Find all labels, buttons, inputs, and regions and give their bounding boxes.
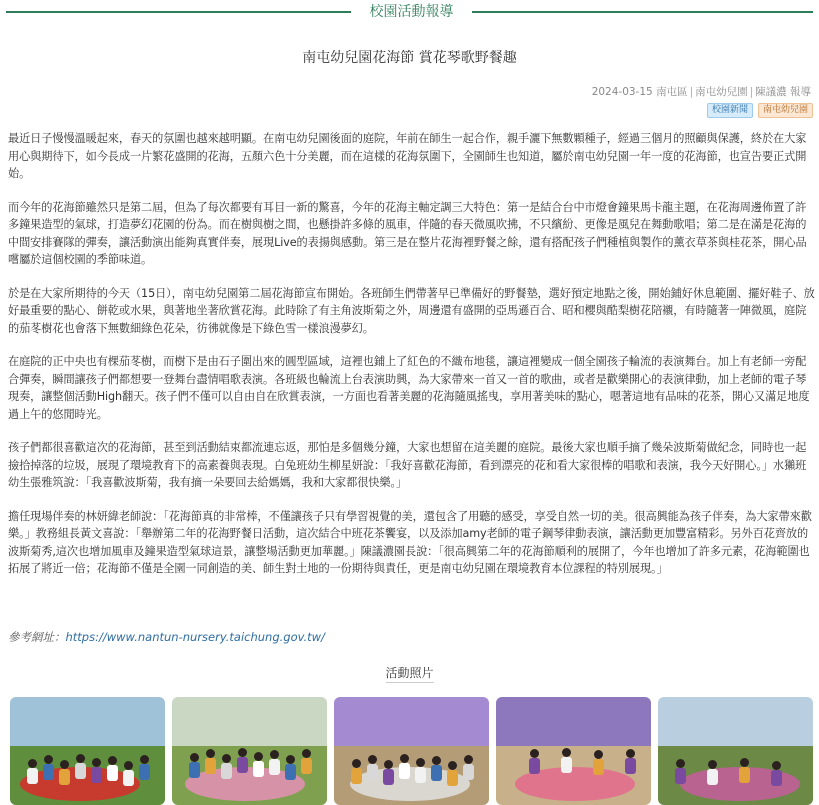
photo-child-head (530, 749, 539, 758)
photo-child-body (593, 759, 604, 775)
photo-child-body (123, 770, 134, 786)
photo-child-body (771, 770, 782, 786)
photo-child-body (415, 767, 426, 783)
photo-child-body (27, 768, 38, 784)
photo-sky (334, 697, 489, 746)
photo-child-body (351, 768, 362, 784)
photo-sky (658, 697, 813, 746)
photo-child-head (416, 758, 425, 767)
photo-child-head (708, 760, 717, 769)
photo-child-head (286, 755, 295, 764)
photo-child-head (124, 761, 133, 770)
meta-school[interactable]: 南屯幼兒園 (695, 86, 748, 98)
photo-child-head (76, 754, 85, 763)
photo-child-body (91, 767, 102, 783)
photo-child-body (43, 764, 54, 780)
reference-label: 參考網址： (8, 630, 66, 644)
photo-child-head (60, 760, 69, 769)
photo-child-body (367, 764, 378, 780)
photo-3[interactable] (334, 697, 489, 805)
photo-child-body (59, 769, 70, 785)
photo-sky (10, 697, 165, 746)
section-header-line-right (472, 11, 813, 13)
photo-1[interactable] (10, 697, 165, 805)
meta-district: 南屯區 (656, 86, 688, 98)
photo-child-head (772, 761, 781, 770)
article-body (8, 130, 816, 594)
reference (8, 629, 325, 645)
photo-child-body (561, 757, 572, 773)
photo-child-head (384, 760, 393, 769)
photo-child-body (529, 758, 540, 774)
article-paragraph: 而今年的花海節雖然只是第二屆，但為了每次都要有耳目一新的驚喜，今年的花海主軸定調三大特色：第一是結合台中市燈會鐘果馬卡龍主題，在花海周邊佈置了許多鐘果造型的氣球，打造夢幻花園的份為。而在樹與樹之間，也懸掛許多條的風車，伴隨的春天微風吹拂，不只繽紛、更像是風兒在舞動歌唱；第二是在滿是花海的中間安排賽隊的彈奏，讓活動演出能夠真實伴奏，展現Live的表揚與感動。第三是在整片花海裡野餐之餘，還有搭配孩子們種植與製作的薰衣草茶與桂花茶，開心品嚐屬於這個校園的季節味道。 (8, 200, 807, 266)
tag-list (707, 103, 813, 118)
photo-child-head (206, 749, 215, 758)
photo-child-head (594, 750, 603, 759)
photo-child-head (352, 759, 361, 768)
photo-child-head (302, 749, 311, 758)
section-header (0, 0, 819, 24)
article-paragraph: 孩子們都很喜歡這次的花海節，甚至到活動結束都流連忘返，那怕是多個幾分鐘，大家也想留在這美麗的庭院。最後大家也順手摘了幾朵波斯菊做紀念，同時也一起撿拾掉落的垃圾，展現了環境教育下的高素養與表現。白兔班幼生柳星妍說：「我好喜歡花海節，看到漂亮的花和看大家很棒的唱歌和表演，我今天好開心。」水獺班幼生張雅筑說：「我喜歡波斯菊，我有摘一朵要回去給媽媽，我和大家都很快樂。」 (8, 441, 807, 489)
photo-child-body (707, 769, 718, 785)
article-paragraph: 最近日子慢慢溫暖起來，春天的氛圍也越來越明顯。在南屯幼兒園後面的庭院，年前在師生一起合作，親手灑下無數顆種子，經過三個月的照顧與保護，終於在大家用心與期待下，如今長成一片繁花盛開的花海，五顏六色十分美麗，而在這樣的花海氛圍下，全園師生也知道，屬於南屯幼兒園一年一度的花海節，也宣告要正式開始。 (8, 132, 807, 180)
photo-gallery (10, 697, 813, 805)
article-paragraph: 於是在大家所期待的今天（15日），南屯幼兒園第二屆花海節宣布開始。各班師生們帶著早已準備好的野餐墊，選好預定地點之後，開始鋪好休息範圍、擺好鞋子、放好最重要的點心、餅乾或水果，與著地坐著欣賞花海。此時除了有主角波斯菊之外，周邊還有盛開的亞馬遜百合、昭和櫻與酷梨樹花陪襯，有時隨著一陣微風，庭院的茄苳樹花也會落下無數細綠色花朵，彷彿就像是下綠色雪一樣浪漫夢幻。 (8, 286, 815, 335)
photo-child-body (75, 763, 86, 779)
meta-date: 2024-03-15 (591, 86, 653, 98)
article-title: 南屯幼兒園花海節 賞花琴歌野餐趣 (302, 50, 517, 66)
photo-child-head (44, 755, 53, 764)
photo-child-head (562, 748, 571, 757)
photo-child-body (301, 758, 312, 774)
photos-heading-text: 活動照片 (385, 666, 434, 680)
photo-child-body (269, 759, 280, 775)
tag-campus-news[interactable]: 校園新聞 (707, 103, 753, 118)
photo-child-body (253, 761, 264, 777)
photo-child-body (463, 764, 474, 780)
photo-child-head (28, 759, 37, 768)
article-meta (592, 84, 811, 99)
photo-child-body (675, 768, 686, 784)
photo-sky (172, 697, 327, 746)
meta-separator: | (689, 86, 694, 98)
photo-child-head (190, 753, 199, 762)
section-header-line-left (6, 11, 351, 13)
photo-child-head (448, 761, 457, 770)
photo-child-head (400, 754, 409, 763)
photo-child-head (270, 750, 279, 759)
photo-child-head (626, 749, 635, 758)
photo-child-body (107, 765, 118, 781)
photo-child-body (189, 762, 200, 778)
photo-2[interactable] (172, 697, 327, 805)
photo-child-head (92, 758, 101, 767)
photo-child-head (464, 755, 473, 764)
photo-child-head (222, 754, 231, 763)
photo-child-body (739, 767, 750, 783)
photo-child-head (740, 758, 749, 767)
photo-child-body (431, 765, 442, 781)
photo-child-head (254, 752, 263, 761)
photo-child-body (625, 758, 636, 774)
reference-link[interactable]: https://www.nantun-nursery.taichung.gov.tw/ (65, 630, 325, 644)
meta-reporter: 陳議濃 報導 (755, 86, 811, 98)
photos-heading-underline (386, 682, 434, 683)
photo-child-head (238, 748, 247, 757)
photo-4[interactable] (496, 697, 651, 805)
photo-child-body (221, 763, 232, 779)
photo-child-body (285, 764, 296, 780)
photo-child-head (432, 756, 441, 765)
article-paragraph: 在庭院的正中央也有棵茄苳樹，而樹下是由石子圍出來的圓型區域，這裡也鋪上了紅色的不織布地毯，讓這裡變成一個全園孩子輪流的表演舞台。加上有老師一旁配合彈奏，瞬間讓孩子們都想要一登舞台盡情唱歌表演。各班級也輪流上台表演助興，為大家帶來一首又一首的歌曲，或者是歡樂開心的表演律動，加上老師的電子琴現奏，讓整個活動High翻天。孩子們不僅可以自由自在欣賞表演，一方面也看著美麗的花海隨風搖曳，享用著美味的點心，嗯著這地有品味的花茶，開心又滿足地度過上午的悠閒時光。 (8, 355, 810, 421)
tag-school[interactable]: 南屯幼兒園 (758, 103, 813, 118)
photo-child-body (139, 764, 150, 780)
photo-child-body (399, 763, 410, 779)
photo-sky (496, 697, 651, 746)
photo-child-body (205, 758, 216, 774)
photo-child-head (676, 759, 685, 768)
photo-child-body (383, 769, 394, 785)
photos-heading (0, 664, 819, 681)
section-title: 校園活動報導 (369, 4, 454, 20)
photo-child-head (140, 755, 149, 764)
photo-child-head (108, 756, 117, 765)
photo-child-body (447, 770, 458, 786)
photo-5[interactable] (658, 697, 813, 805)
photo-child-body (237, 757, 248, 773)
article-paragraph: 擔任現場伴奏的林妍緯老師說：「花海節真的非常棒，不僅讓孩子只有學習視覺的美，還包含了用聽的感受，享受自然一切的美。很高興能為孩子伴奏，為大家帶來歡樂。」教務組長黃文喜說：「舉辦第二年的花海野餐日活動，這次結合中班花茶饗宴，以及添加amy老師的電子鋼琴律動表演，讓活動更加豐富精彩。另外百花齊放的波斯菊秀,這次也增加風車及鐘果造型氣球這景，讓整場活動更加華麗。」陳議濃園長說：「很高興第二年的花海節順利的展開了，今年也增加了許多元素，花海範圍也拓展了將近一倍；花海節不僅是全園一同創造的美、師生對土地的一份期待與責任，更是南屯幼兒園在環境教育本位課程的特別展現。」 (8, 509, 812, 575)
meta-separator: | (749, 86, 754, 98)
photo-child-head (368, 755, 377, 764)
